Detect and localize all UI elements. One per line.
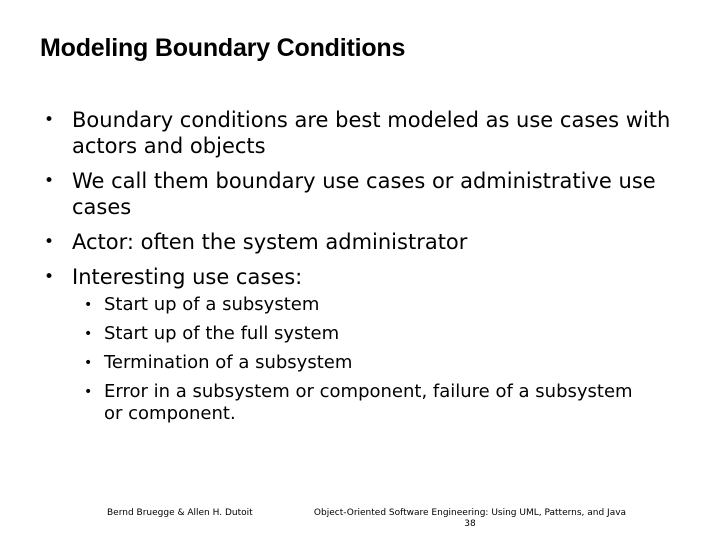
sub-bullet-item [84,381,644,425]
bullet-marker: • [44,267,55,287]
bullet-item [44,107,684,159]
bullet-item [44,229,684,255]
sub-bullet-text: Start up of the full system [104,323,340,344]
sub-bullet-text: Error in a subsystem or component, failure of a subsystem or component. [104,381,633,424]
sub-bullet-item [84,323,644,345]
bullet-item [44,264,684,290]
bullet-list [44,107,684,299]
sub-bullet-marker: • [84,355,93,371]
bullet-text: Interesting use cases: [72,265,303,289]
footer-page-number: 38 [464,519,476,529]
bullet-marker: • [44,171,55,191]
sub-bullet-text: Start up of a subsystem [104,294,320,315]
sub-bullet-item [84,294,644,316]
bullet-marker: • [44,110,55,130]
sub-bullet-marker: • [84,326,93,342]
bullet-marker: • [44,232,55,252]
bullet-item [44,168,684,220]
sub-bullet-marker: • [84,384,93,400]
sub-bullet-item [84,352,644,374]
footer-book-info [310,508,630,530]
footer-authors: Bernd Bruegge & Allen H. Dutoit [107,508,253,518]
bullet-text: Boundary conditions are best modeled as use cases with actors and objects [72,108,671,158]
sub-bullet-text: Termination of a subsystem [104,352,353,373]
bullet-text: We call them boundary use cases or administrative use cases [72,169,656,219]
footer-book-title: Object-Oriented Software Engineering: Using UML, Patterns, and Java [313,508,627,518]
sub-bullet-marker: • [84,297,93,313]
sub-bullet-list [84,294,644,432]
slide-title: Modeling Boundary Conditions [40,34,406,62]
bullet-text: Actor: often the system administrator [72,230,468,254]
